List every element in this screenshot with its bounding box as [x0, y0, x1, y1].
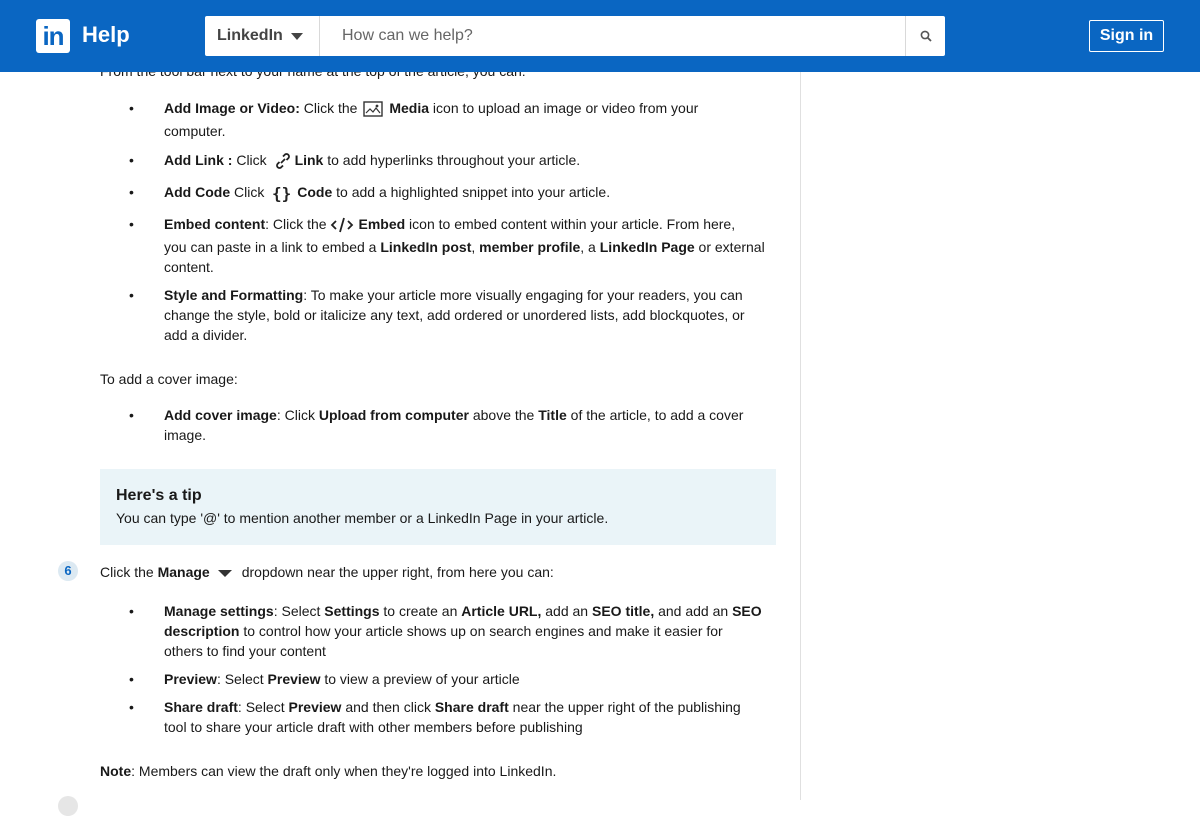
next-step-badge [58, 796, 78, 816]
list-item-style-line3: add a divider. [164, 327, 248, 343]
bullet: • [129, 671, 134, 687]
step6-text: Click the Manage dropdown near the upper right, from here you can: [100, 564, 554, 580]
list-item-embed: Embed content: Click the Embed icon to embed content within your article. From here, [164, 214, 784, 234]
bullet: • [129, 699, 134, 715]
tip-text: You can type '@' to mention another member or a LinkedIn Page in your article. [116, 510, 609, 526]
list-item-cover: Add cover image: Click Upload from computer above the Title of the article, to add a cover [164, 407, 744, 423]
note-text: Note: Members can view the draft only when they're logged into LinkedIn. [100, 763, 557, 779]
search-input[interactable] [330, 16, 900, 56]
sidebar-divider [800, 72, 801, 800]
linkedin-logo[interactable] [36, 19, 70, 53]
bullet: • [129, 287, 134, 303]
list-item-embed-line3: content. [164, 259, 214, 275]
dropdown-caret-icon [218, 570, 232, 577]
article-content [0, 72, 800, 800]
list-item-image: Add Image or Video: Click the Media icon to upload an image or video from your [164, 100, 699, 116]
list-item-share-draft: Share draft: Select Preview and then click Share draft near the upper right of the publishing [164, 699, 741, 715]
code-braces-icon [272, 184, 296, 202]
step-number-badge: 6 [58, 561, 78, 581]
list-item-cover-line2: image. [164, 427, 207, 443]
tip-box [100, 469, 776, 545]
sign-in-button[interactable]: Sign in [1089, 20, 1164, 52]
link-icon [273, 152, 293, 170]
list-item-embed-line2: you can paste in a link to embed a LinkedIn post, member profile, a LinkedIn Page or external [164, 239, 765, 255]
bullet: • [129, 603, 134, 619]
search-button[interactable] [905, 16, 945, 56]
search-bar [205, 16, 945, 56]
image-icon [363, 101, 383, 117]
search-icon [920, 30, 932, 42]
logo-text: in [42, 21, 64, 51]
bullet: • [129, 152, 134, 168]
list-item-share-draft-line2: tool to share your article draft with other members before publishing [164, 719, 583, 735]
cover-intro: To add a cover image: [100, 371, 238, 387]
list-item-manage-settings-line2: description to control how your article shows up on search engines and make it easier for [164, 623, 723, 639]
bullet: • [129, 184, 134, 200]
list-item-manage-settings: Manage settings: Select Settings to create an Article URL, add an SEO title, and add an SEO [164, 603, 762, 619]
list-item-style-line2: change the style, bold or italicize any text, add ordered or unordered lists, add blockquotes, or [164, 307, 745, 323]
list-item-code: Add Code Click {} Code to add a highlighted snippet into your article. [164, 184, 611, 204]
search-scope-select[interactable] [205, 16, 320, 56]
list-item-preview: Preview: Select Preview to view a preview of your article [164, 671, 520, 687]
search-scope-label: LinkedIn [217, 27, 283, 44]
list-item-style: Style and Formatting: To make your article more visually engaging for your readers, you can [164, 287, 743, 303]
bullet: • [129, 100, 134, 116]
caret-down-icon [291, 33, 303, 40]
list-item-manage-settings-line3: others to find your content [164, 643, 326, 659]
list-item-link: Add Link : Click Link to add hyperlinks throughout your article. [164, 150, 764, 170]
tip-title: Here's a tip [116, 487, 202, 504]
item-title: Add Image or Video: [164, 100, 300, 116]
help-title[interactable]: Help [82, 22, 130, 47]
list-item-image-cont: computer. [164, 123, 226, 139]
bullet: • [129, 407, 134, 423]
embed-icon [330, 216, 354, 234]
top-header [0, 0, 1200, 72]
bullet: • [129, 216, 134, 232]
svg-text:{}: {} [272, 184, 292, 204]
